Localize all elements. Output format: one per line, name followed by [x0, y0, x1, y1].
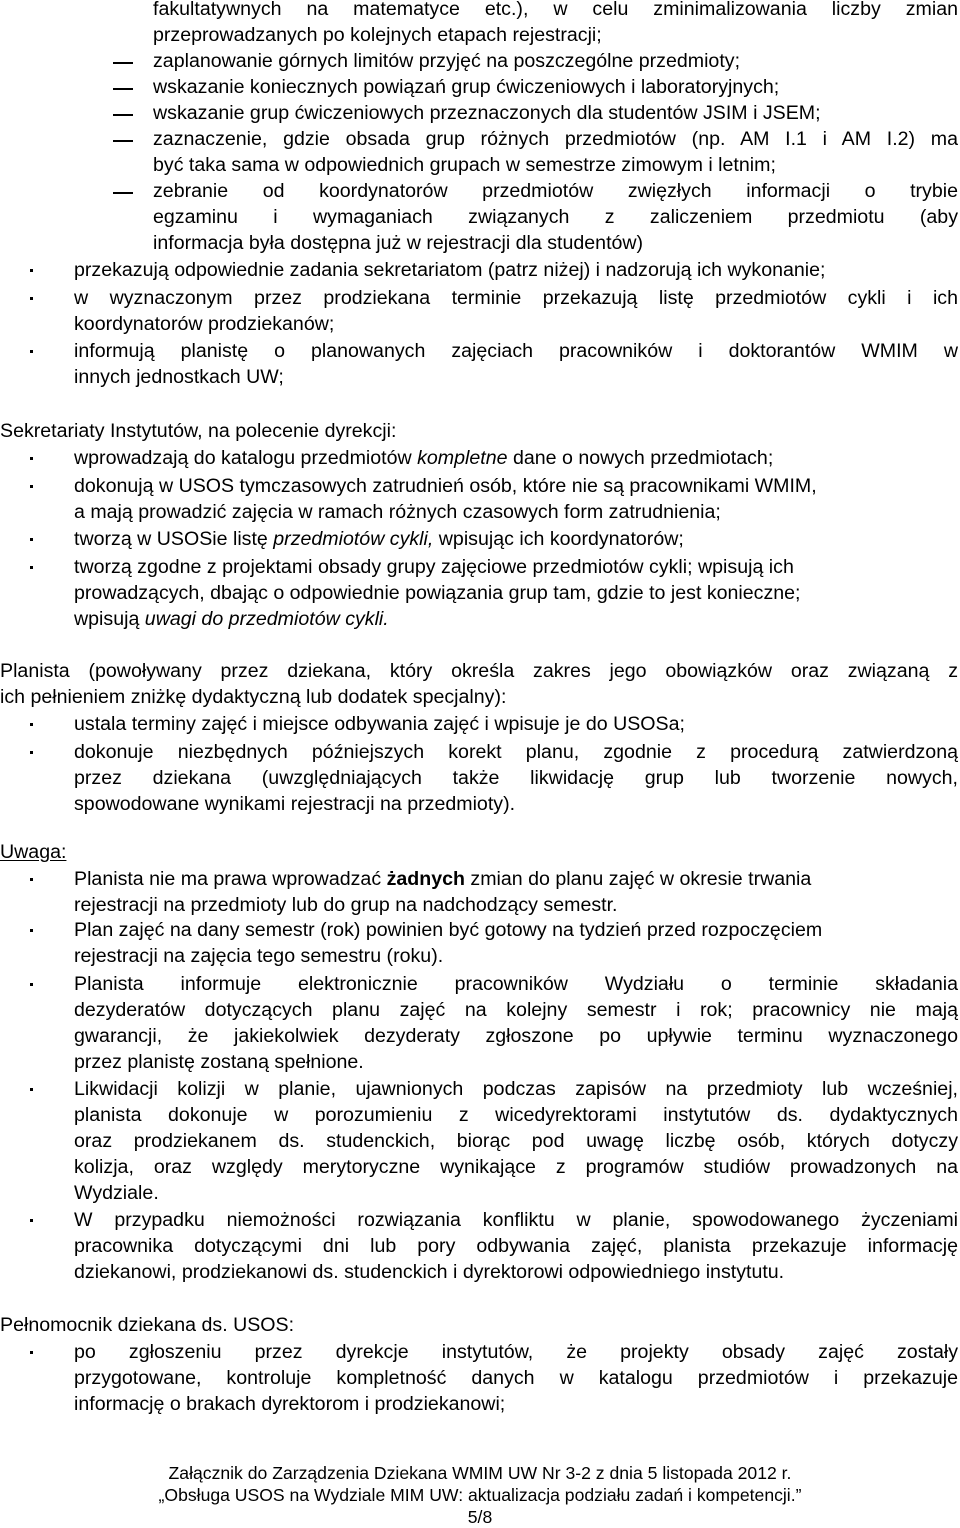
- text-span: tworzą w USOSie listę: [74, 528, 274, 550]
- list-item: zaznaczenie, gdzie obsada grup różnych przedmiotów (np. AM I.1 i AM I.2) ma: [153, 128, 958, 150]
- list-item-continuation: rejestracji na przedmioty lub do grup na nadchodzący semestr.: [74, 894, 618, 916]
- bullet-dot: [30, 929, 33, 932]
- list-item-continuation: gwarancji, że jakiekolwiek dezyderaty zgłoszone po upływie terminu wyznaczonego: [74, 1025, 958, 1047]
- paragraph-line: ich pełnieniem zniżkę dydaktyczną lub dodatek specjalny):: [0, 686, 507, 708]
- bullet-dot: [30, 350, 33, 353]
- list-item: w wyznaczonym przez prodziekana terminie przekazują listę przedmiotów cykli i ich: [74, 287, 958, 309]
- bullet-dot: [30, 297, 33, 300]
- list-item: wskazanie grup ćwiczeniowych przeznaczonych dla studentów JSIM i JSEM;: [153, 102, 821, 124]
- text-span: wpisując ich koordynatorów;: [433, 528, 684, 550]
- bullet-dot: [30, 723, 33, 726]
- strong-text: żadnych: [386, 868, 465, 890]
- list-item: [74, 526, 684, 552]
- footer-line: Załącznik do Zarządzenia Dziekana WMIM UW Nr 3-2 z dnia 5 listopada 2012 r.: [168, 1463, 792, 1483]
- list-item-continuation: Wydziale.: [74, 1182, 159, 1204]
- emphasis-text: przedmiotów cykli,: [273, 528, 434, 550]
- list-item: informują planistę o planowanych zajęciach pracowników i doktorantów WMIM w: [74, 340, 958, 362]
- list-item: Plan zajęć na dany semestr (rok) powinien być gotowy na tydzień przed rozpoczęciem: [74, 919, 823, 941]
- page-number: 5/8: [467, 1507, 493, 1527]
- bullet-dot: [30, 878, 33, 881]
- bullet-dot: [30, 1351, 33, 1354]
- bullet-dot: [30, 269, 33, 272]
- list-item: ustala terminy zajęć i miejsce odbywania zajęć i wpisuje je do USOSa;: [74, 713, 685, 735]
- bullet-dot: [30, 751, 33, 754]
- list-item-continuation: pracownika dotyczącymi dni lub pory odbywania zajęć, planista przekazuje informację: [74, 1235, 958, 1257]
- text-span: zmian do planu zajęć w okresie trwania: [464, 868, 812, 890]
- list-item: [74, 866, 811, 892]
- list-item: wskazanie koniecznych powiązań grup ćwiczeniowych i laboratoryjnych;: [153, 76, 780, 98]
- bullet-dot: [30, 485, 33, 488]
- bullet-dot: [30, 457, 33, 460]
- list-item: po zgłoszeniu przez dyrekcje instytutów, że projekty obsady zajęć zostały: [74, 1341, 958, 1363]
- list-item: zaplanowanie górnych limitów przyjęć na poszczególne przedmioty;: [153, 50, 741, 72]
- bullet-dot: [30, 983, 33, 986]
- list-item: Planista informuje elektronicznie pracowników Wydziału o terminie składania: [74, 973, 958, 995]
- section-heading: Sekretariaty Instytutów, na polecenie dyrekcji:: [0, 420, 397, 442]
- list-item-continuation: prowadzących, dbając o odpowiednie powiązania grup tam, gdzie to jest konieczne;: [74, 582, 801, 604]
- list-item-continuation: być taka sama w odpowiednich grupach w semestrze zimowym i letnim;: [153, 154, 776, 176]
- list-item-continuation: egzaminu i wymaganiach związanych z zaliczeniem przedmiotu (aby: [153, 206, 958, 228]
- list-item-continuation: informację o brakach dyrektorom i prodziekanowi;: [74, 1393, 506, 1415]
- list-item-continuation: [74, 606, 389, 632]
- list-item: Likwidacji kolizji w planie, ujawnionych podczas zapisów na przedmioty lub wcześniej,: [74, 1078, 958, 1100]
- list-item-continuation: rejestracji na zajęcia tego semestru (roku).: [74, 945, 444, 967]
- list-item-continuation: przez planistę zostaną spełnione.: [74, 1051, 364, 1073]
- list-item: zebranie od koordynatorów przedmiotów zwięzłych informacji o trybie: [153, 180, 958, 202]
- list-item: [74, 445, 773, 471]
- emphasis-text: kompletne: [417, 447, 508, 469]
- dash-marker: [113, 140, 133, 142]
- list-item: W przypadku niemożności rozwiązania konfliktu w planie, spowodowanego życzeniami: [74, 1209, 958, 1231]
- dash-marker: [113, 62, 133, 64]
- text-line: fakultatywnych na matematyce etc.), w celu zminimalizowania liczby zmian: [153, 0, 958, 20]
- text-span: dane o nowych przedmiotach;: [507, 447, 774, 469]
- bullet-dot: [30, 538, 33, 541]
- list-item-continuation: dziekanowi, prodziekanowi ds. studenckich i dyrektorowi odpowiedniego instytutu.: [74, 1261, 785, 1283]
- list-item-continuation: a mają prowadzić zajęcia w ramach różnych czasowych form zatrudnienia;: [74, 501, 721, 523]
- section-heading: Pełnomocnik dziekana ds. USOS:: [0, 1314, 295, 1336]
- bullet-dot: [30, 566, 33, 569]
- list-item: tworzą zgodne z projektami obsady grupy zajęciowe przedmiotów cykli; wpisują ich: [74, 556, 794, 578]
- list-item-continuation: oraz prodziekanem ds. studenckich, biorąc pod uwagę liczbę osób, których dotyczy: [74, 1130, 958, 1152]
- list-item-continuation: kolizja, oraz względy merytoryczne wynikające z programów studiów prowadzonych na: [74, 1156, 958, 1178]
- list-item-continuation: dezyderatów dotyczących planu zajęć na kolejny semestr i rok; pracownicy nie mają: [74, 999, 958, 1021]
- list-item-continuation: informacja była dostępna już w rejestracji dla studentów): [153, 232, 644, 254]
- list-item: przekazują odpowiednie zadania sekretariatom (patrz niżej) i nadzorują ich wykonanie;: [74, 259, 826, 281]
- list-item-continuation: spowodowane wynikami rejestracji na przedmioty).: [74, 793, 516, 815]
- emphasis-text: uwagi do przedmiotów cykli.: [144, 608, 389, 630]
- footer-line: „Obsługa USOS na Wydziale MIM UW: aktualizacja podziału zadań i kompetencji.”: [158, 1485, 802, 1505]
- bullet-dot: [30, 1088, 33, 1091]
- dash-marker: [113, 114, 133, 116]
- list-item-continuation: innych jednostkach UW;: [74, 366, 284, 388]
- list-item: dokonują w USOS tymczasowych zatrudnień osób, które nie są pracownikami WMIM,: [74, 475, 817, 497]
- dash-marker: [113, 192, 133, 194]
- list-item-continuation: przez dziekana (uwzględniających także likwidację grup lub tworzenie nowych,: [74, 767, 958, 789]
- list-item-continuation: przygotowane, kontroluje kompletność danych w katalogu przedmiotów i przekazuje: [74, 1367, 958, 1389]
- list-item-continuation: planista dokonuje w porozumieniu z wicedyrektorami instytutów ds. dydaktycznych: [74, 1104, 958, 1126]
- text-span: wpisują: [74, 608, 145, 630]
- note-heading: Uwaga:: [0, 841, 67, 863]
- list-item-continuation: koordynatorów prodziekanów;: [74, 313, 335, 335]
- list-item: dokonuje niezbędnych późniejszych korekt planu, zgodnie z procedurą zatwierdzoną: [74, 741, 958, 763]
- text-span: wprowadzają do katalogu przedmiotów: [74, 447, 418, 469]
- dash-marker: [113, 88, 133, 90]
- text-line: przeprowadzanych po kolejnych etapach rejestracji;: [153, 24, 602, 46]
- text-span: Planista nie ma prawa wprowadzać: [74, 868, 387, 890]
- bullet-dot: [30, 1219, 33, 1222]
- paragraph-line: Planista (powoływany przez dziekana, który określa zakres jego obowiązków oraz związaną z: [0, 660, 958, 682]
